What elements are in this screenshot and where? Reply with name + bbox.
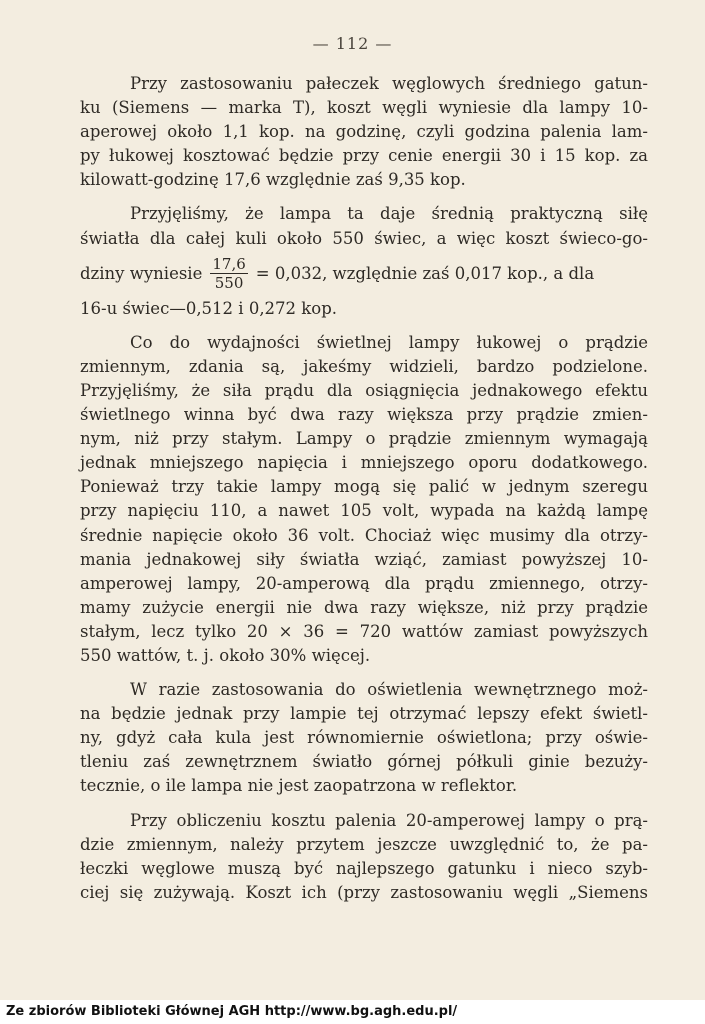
text-line: ku (Siemens — marka T), koszt węgli wyniesie dla lampy 10- (80, 98, 648, 118)
fraction-denominator: 550 (214, 274, 244, 293)
text-line: przy napięciu 110, a nawet 105 volt, wypada na każdą lampę (80, 501, 648, 521)
text-line: aperowej około 1,1 kop. na godzinę, czyli godzina palenia lam- (80, 122, 648, 142)
text-line: kilowatt-godzinę 17,6 względnie zaś 9,35 kop. (80, 170, 466, 190)
formula-before: dziny wyniesie (80, 263, 203, 283)
text-line: średnie napięcie około 36 volt. Chociaż więc musimy dla otrzy- (80, 525, 648, 545)
text-line: mamy zużycie energii nie dwa razy większe, niż przy prądzie (80, 597, 648, 617)
text-line: świetlnego winna być dwa razy większa przy prądzie zmien- (80, 405, 648, 425)
fraction-numerator: 17,6 (212, 255, 246, 274)
text-line: Przyjęliśmy, że lampa ta daje średnią praktyczną siłę (130, 204, 648, 224)
text-line: jednak mniejszego napięcia i mniejszego oporu dodatkowego. (80, 453, 648, 473)
text-line: tecznie, o ile lampa nie jest zaopatrzona w reflektor. (80, 776, 518, 796)
paragraph-5 (80, 809, 648, 905)
page-number: — 112 — (312, 34, 393, 53)
text-line: ny, gdyż cała kula jest równomiernie oświetlona; przy oświe- (80, 728, 648, 748)
text-line: dzie zmiennym, należy przytem jeszcze uwzględnić to, że pa- (80, 834, 648, 854)
text-line: mania jednakowej siły światła wziąć, zamiast powyższej 10- (80, 549, 648, 569)
text-line: nym, niż przy stałym. Lampy o prądzie zmiennym wymagają (80, 429, 648, 449)
paragraph-3 (80, 331, 648, 668)
text-line: Przy obliczeniu kosztu palenia 20-amperowej lampy o prą- (130, 810, 648, 830)
text-line: 550 wattów, t. j. około 30% więcej. (80, 645, 371, 665)
text-line: ciej się zużywają. Koszt ich (przy zastosowaniu węgli „Siemens (80, 882, 648, 902)
fraction (210, 255, 247, 292)
paragraph-4 (80, 678, 648, 798)
page-body (80, 72, 648, 905)
library-credit-footer: Ze zbiorów Biblioteki Głównej AGH http://www.bg.agh.edu.pl/ (0, 1000, 705, 1024)
text-line: stałym, lecz tylko 20 × 36 = 720 wattów zamiast powyższych (80, 621, 648, 641)
text-line: Przyjęliśmy, że siła prądu dla osiągnięcia jednakowego efektu (80, 380, 648, 400)
text-line: tleniu zaś zewnętrznem światło górnej półkuli ginie bezuży- (80, 752, 648, 772)
text-line: 16-u świec—0,512 i 0,272 kop. (80, 298, 338, 318)
text-line: na będzie jednak przy lampie tej otrzymać lepszy efekt świetl- (80, 704, 648, 724)
text-line: zmiennym, zdania są, jakeśmy widzieli, bardzo podzielone. (80, 356, 648, 376)
text-line: py łukowej kosztować będzie przy cenie energii 30 i 15 kop. za (80, 146, 648, 166)
text-line: światła dla całej kuli około 550 świec, a więc koszt świeco-go- (80, 228, 648, 248)
text-line: W razie zastosowania do oświetlenia wewnętrznego moż- (130, 680, 648, 700)
formula-after: = 0,032, względnie zaś 0,017 kop., a dla (255, 263, 595, 283)
text-line: Przy zastosowaniu pałeczek węglowych średniego gatun- (130, 74, 648, 93)
formula-line (80, 251, 648, 297)
paragraph-1 (80, 72, 648, 192)
paragraph-2 (80, 202, 648, 320)
text-line: amperowej lampy, 20-amperową dla prądu zmiennego, otrzy- (80, 573, 648, 593)
text-line: łeczki węglowe muszą być najlepszego gatunku i nieco szyb- (80, 858, 648, 878)
text-line: Ponieważ trzy takie lampy mogą się palić w jednym szeregu (80, 477, 648, 497)
text-line: Co do wydajności świetlnej lampy łukowej o prądzie (130, 332, 648, 352)
